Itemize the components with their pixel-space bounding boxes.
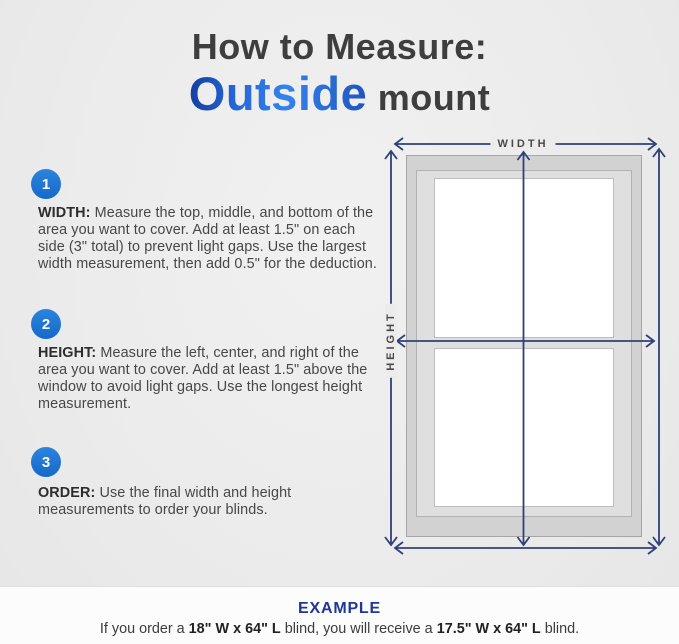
step-3-body: Use the final width and height measurements to order your blinds. — [38, 485, 292, 518]
example-heading: EXAMPLE — [298, 600, 381, 617]
step-2-text — [38, 345, 385, 413]
step-2-label: HEIGHT: — [38, 345, 97, 361]
example-middle: blind, you will receive a — [280, 621, 437, 637]
example-prefix: If you order a — [99, 621, 189, 637]
title-highlight-outside: Outside — [188, 67, 368, 120]
example-received-size: 17.5" W x 64" L — [436, 621, 541, 637]
example-ordered-size: 18" W x 64" L — [188, 621, 281, 637]
step-1-text — [38, 205, 385, 273]
step-2-body: Measure the left, center, and right of the area you want to cover. Add at least 1.5" above the window to avoid light gaps. Use the longest height measurement. — [38, 345, 368, 412]
window-pane-lower — [434, 348, 614, 507]
example-sentence — [0, 621, 679, 637]
step-3-label: ORDER: — [38, 485, 96, 501]
step-3-badge: 3 — [31, 447, 61, 477]
title-mount-text: mount — [367, 77, 491, 118]
height-arrow-right — [653, 149, 665, 545]
title-line2 — [0, 66, 679, 121]
width-dimension-label: WIDTH — [490, 138, 555, 150]
step-2-badge: 2 — [31, 309, 61, 339]
page-title — [0, 26, 679, 121]
height-dimension-label: HEIGHT — [385, 304, 397, 378]
title-line1: How to Measure: — [191, 26, 488, 67]
step-1-badge: 1 — [31, 169, 61, 199]
example-suffix: blind. — [540, 621, 580, 637]
example-footer — [0, 586, 679, 644]
step-3-text — [38, 485, 385, 519]
step-1-label: WIDTH: — [38, 205, 91, 221]
width-arrow-bottom — [395, 542, 656, 554]
window-pane-upper — [434, 178, 614, 338]
step-1-body: Measure the top, middle, and bottom of the area you want to cover. Add at least 1.5" on each side (3" total) to prevent light gaps. Use the largest width measurement, then add 0.5" for the deduction. — [38, 205, 378, 272]
